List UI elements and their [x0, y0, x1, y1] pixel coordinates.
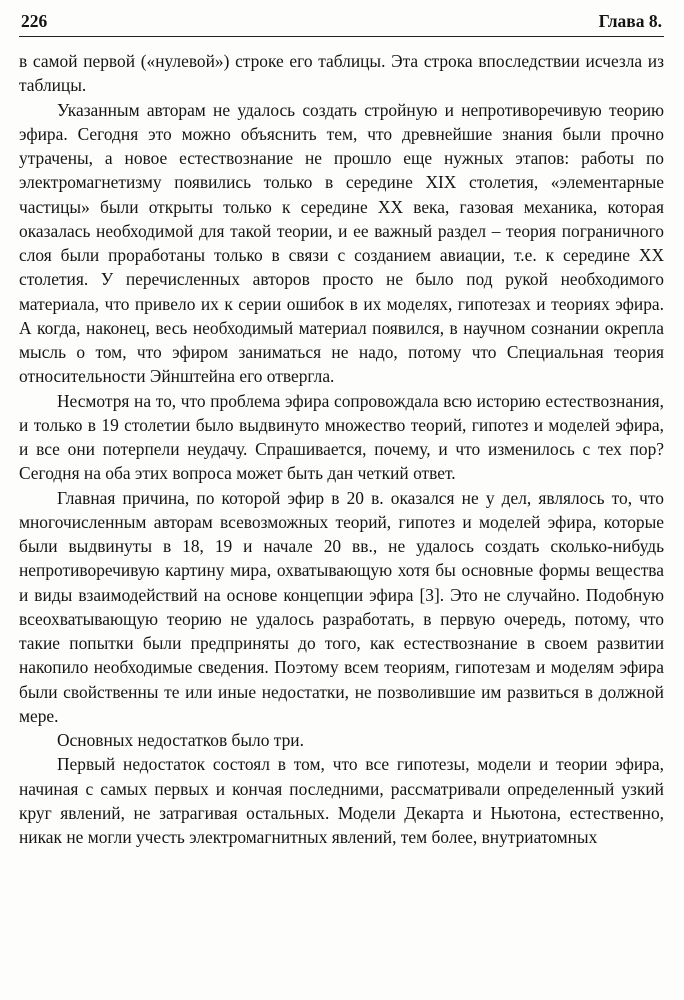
body-text: [19, 49, 664, 849]
chapter-title: Глава 8.: [598, 11, 662, 31]
paragraph: в самой первой («нулевой») строке его таблицы. Эта строка впоследствии исчезла из таблицы.: [19, 51, 664, 96]
running-header: [19, 10, 664, 37]
paragraph: Первый недостаток состоял в том, что все гипотезы, модели и теории эфира, начиная с самых первых и кончая последними, рассматривали определенный узкий круг явлений, не затрагивая остальных. Модели Декарта и Ньютона, естественно, никак не могли учесть электромагнитных явлений, тем более, внутриатомных: [19, 754, 664, 847]
paragraph: Основных недостатков было три.: [57, 730, 304, 750]
page-number: 226: [21, 11, 48, 31]
paragraph: Главная причина, по которой эфир в 20 в. оказался не у дел, являлось то, что многочисленным авторам всевозможных теорий, гипотез и моделей эфира, которые были выдвинуты в 18, 19 и начале 20 вв., не удалось создать сколько-нибудь непротиворечивую картину мира, охватывающую хотя бы основные формы вещества и виды взаимодействий на основе концепции эфира [3]. Это не случайно. Подобную всеохватывающую теорию не удалось разработать, в первую очередь, потому, что такие попытки были предприняты до того, как естествознание в своем развитии накопило необходимые сведения. Поэтому всем теориям, гипотезам и моделям эфира были свойственны те или иные недостатки, не позволившие им развиться в должной мере.: [19, 487, 664, 726]
paragraph: Указанным авторам не удалось создать стройную и непротиворечивую теорию эфира. Сегодня это можно объяснить тем, что древнейшие знания были прочно утрачены, а новое естествознание не прошло еще нужных этапов: работы по электромагнетизму появились только в середине XIX столетия, «элементарные частицы» были открыты только к середине XX века, газовая механика, которая оказалась необходимой для такой теории, и ее важный раздел – теория пограничного слоя были проработаны только в связи с созданием авиации, т.е. к середине XX столетия. У перечисленных авторов просто не было под рукой необходимого материала, что привело их к серии ошибок в их моделях, гипотезах и теориях эфира. А когда, наконец, весь необходимый материал появился, в научном сознании окрепла мысль о том, что эфиром заниматься не надо, потому что Специальная теория относительности Эйнштейна его отвергла.: [19, 99, 664, 387]
paragraph: Несмотря на то, что проблема эфира сопровождала всю историю естествознания, и только в 19 столетии было выдвинуто множество теорий, гипотез и моделей эфира, и все они потерпели неудачу. Спрашивается, почему, и что изменилось с тех пор? Сегодня на оба этих вопроса может быть дан четкий ответ.: [19, 390, 664, 484]
